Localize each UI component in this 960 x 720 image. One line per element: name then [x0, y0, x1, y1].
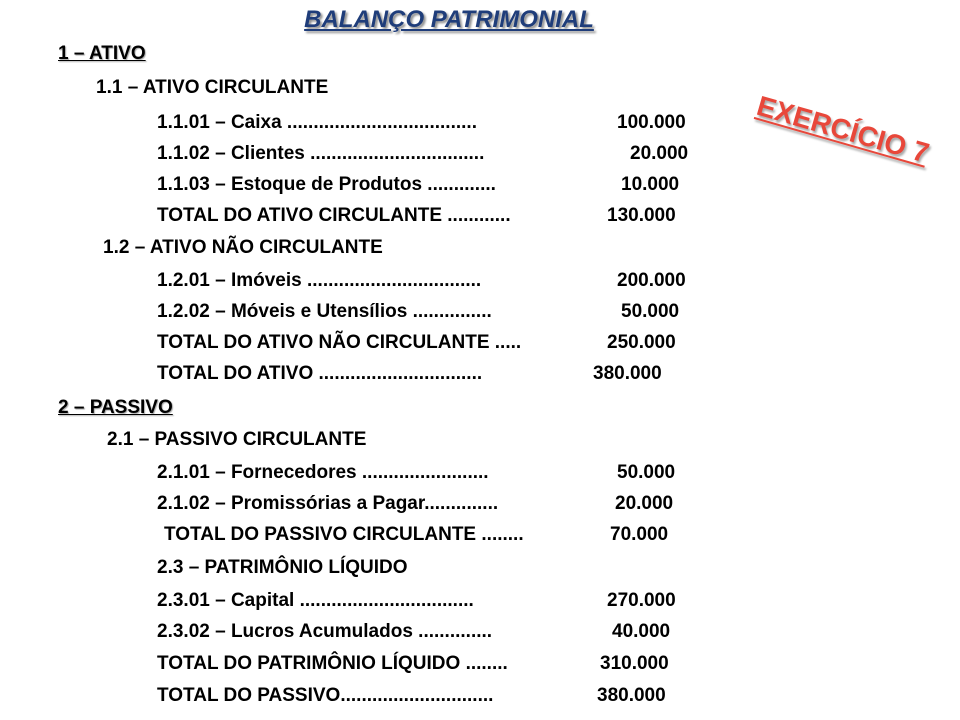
total-value: 380.000	[593, 363, 662, 384]
subsection-heading-ativo-circulante: 1.1 – ATIVO CIRCULANTE	[96, 77, 329, 98]
page-title: BALANÇO PATRIMONIAL	[304, 6, 594, 33]
entry-value: 100.000	[617, 112, 686, 133]
entry-clientes	[157, 142, 689, 166]
entry-capital	[157, 589, 676, 613]
total-value: 250.000	[607, 332, 676, 353]
entry-value: 20.000	[615, 493, 674, 514]
entry-label: 1.1.01 – Caixa ....................................	[157, 112, 477, 133]
total-label: TOTAL DO ATIVO CIRCULANTE ............	[157, 205, 511, 226]
total-label: TOTAL DO PASSIVO.............................	[157, 685, 494, 706]
entry-caixa	[157, 111, 686, 135]
entry-value: 20.000	[630, 143, 689, 164]
entry-label: 2.1.01 – Fornecedores ........................	[157, 462, 489, 483]
entry-label: 2.1.02 – Promissórias a Pagar..............	[157, 493, 499, 514]
exercise-label: EXERCÍCIO 7	[753, 90, 933, 169]
total-ativo-nao-circulante	[157, 331, 676, 355]
entry-label: 1.2.01 – Imóveis .................................	[157, 270, 482, 291]
entry-value: 50.000	[621, 301, 680, 322]
section-heading-ativo: 1 – ATIVO	[58, 43, 146, 64]
total-label: TOTAL DO ATIVO NÃO CIRCULANTE .....	[157, 332, 522, 353]
total-ativo	[157, 362, 662, 386]
entry-label: 2.3.02 – Lucros Acumulados ..............	[157, 621, 493, 642]
total-passivo	[157, 684, 666, 708]
total-value: 130.000	[607, 205, 676, 226]
subsection-heading-patrimonio-liquido: 2.3 – PATRIMÔNIO LÍQUIDO	[157, 557, 408, 578]
entry-label: 1.2.02 – Móveis e Utensílios ...............	[157, 301, 492, 322]
total-value: 310.000	[600, 653, 669, 674]
total-value: 380.000	[597, 685, 666, 706]
entry-value: 200.000	[617, 270, 686, 291]
total-patrimonio-liquido	[157, 652, 669, 676]
entry-value: 270.000	[607, 590, 676, 611]
entry-label: 1.1.02 – Clientes .................................	[157, 143, 485, 164]
total-label: TOTAL DO ATIVO ...............................	[157, 363, 483, 384]
total-label: TOTAL DO PASSIVO CIRCULANTE ........	[164, 524, 524, 545]
section-heading-passivo: 2 – PASSIVO	[58, 397, 173, 418]
total-passivo-circulante	[164, 523, 669, 547]
entry-value: 10.000	[621, 174, 680, 195]
subsection-heading-ativo-nao-circulante: 1.2 – ATIVO NÃO CIRCULANTE	[103, 237, 383, 258]
entry-moveis	[157, 300, 680, 324]
entry-label: 1.1.03 – Estoque de Produtos .............	[157, 174, 496, 195]
entry-imoveis	[157, 269, 686, 293]
entry-value: 40.000	[612, 621, 671, 642]
entry-lucros	[157, 620, 671, 644]
total-ativo-circulante	[157, 204, 676, 228]
total-value: 70.000	[610, 524, 669, 545]
entry-estoque	[157, 173, 680, 197]
subsection-heading-passivo-circulante: 2.1 – PASSIVO CIRCULANTE	[107, 429, 367, 450]
entry-promissorias	[157, 492, 674, 516]
total-label: TOTAL DO PATRIMÔNIO LÍQUIDO ........	[157, 653, 508, 674]
entry-fornecedores	[157, 461, 676, 485]
entry-label: 2.3.01 – Capital .................................	[157, 590, 474, 611]
entry-value: 50.000	[617, 462, 676, 483]
